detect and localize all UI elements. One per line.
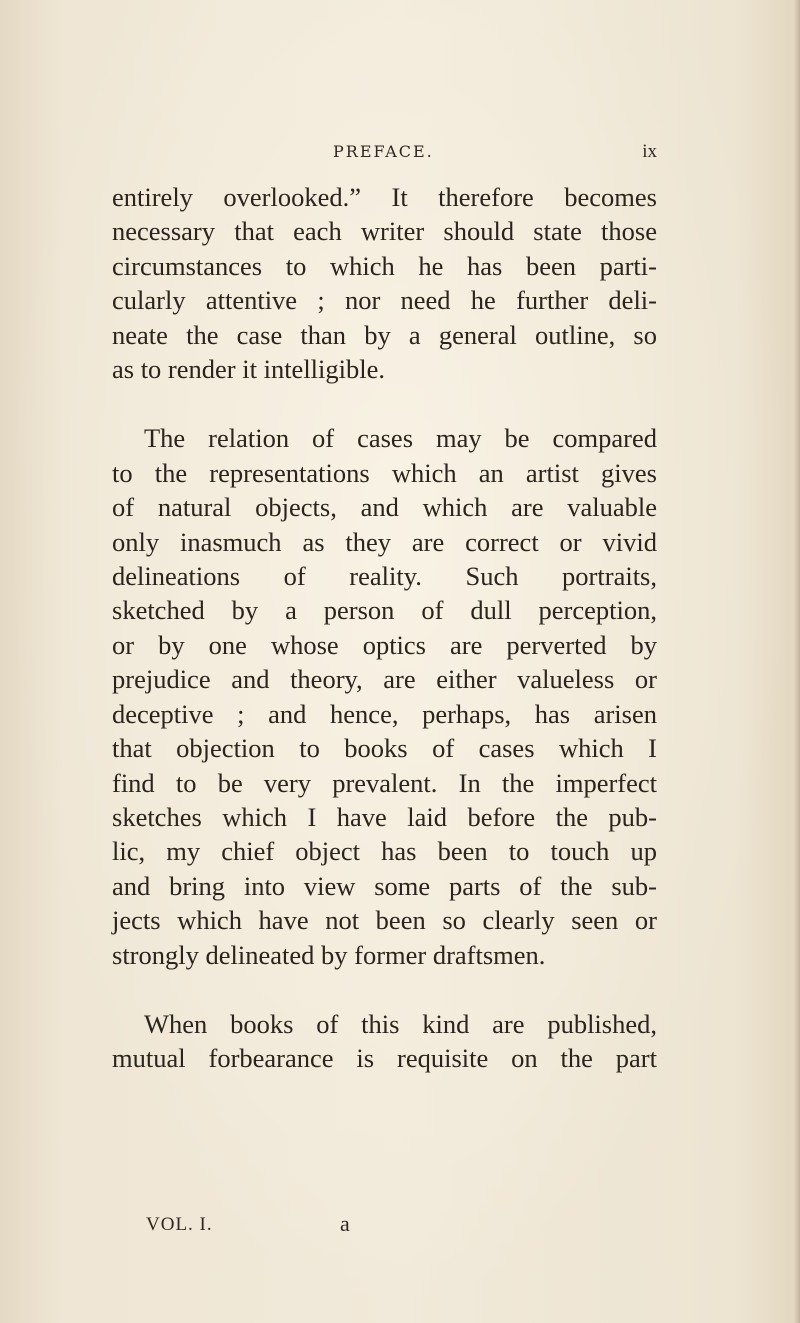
page-footer — [146, 1211, 546, 1244]
text-line: as to render it intelligible. — [112, 354, 386, 385]
paragraph-1 — [112, 180, 657, 386]
text-line: strongly delineated by former draftsmen. — [112, 939, 546, 970]
text-line: deceptive ; and hence, perhaps, has arisen — [112, 698, 657, 729]
text-line: only inasmuch as they are correct or vivid — [112, 526, 657, 557]
text-line: prejudice and theory, are either valueless or — [112, 664, 657, 695]
text-line: The relation of cases may be compared — [144, 423, 657, 454]
paragraph-2 — [112, 421, 657, 972]
text-line: sketched by a person of dull perception, — [112, 595, 657, 626]
running-head: PREFACE. — [333, 142, 434, 161]
text-line: and bring into view some parts of the sub- — [112, 870, 657, 901]
text-line: that objection to books of cases which I — [112, 733, 657, 764]
text-line: delineations of reality. Such portraits, — [112, 561, 657, 592]
paragraph-3 — [112, 1007, 657, 1076]
text-line: cularly attentive ; nor need he further deli- — [112, 285, 657, 316]
text-line: find to be very prevalent. In the imperfect — [112, 767, 657, 798]
body-text — [112, 180, 657, 1076]
volume-signature: VOL. I. — [146, 1214, 213, 1235]
signature-mark: a — [340, 1211, 350, 1236]
page-edge-shadow — [794, 0, 800, 1323]
text-line: neate the case than by a general outline, so — [112, 319, 657, 350]
text-line: sketches which I have laid before the pub- — [112, 801, 657, 832]
text-line: lic, my chief object has been to touch up — [112, 836, 657, 867]
text-line: to the representations which an artist gives — [112, 457, 657, 488]
paragraph-gap — [112, 386, 657, 421]
text-line: of natural objects, and which are valuable — [112, 492, 657, 523]
text-line: entirely overlooked.” It therefore becomes — [112, 182, 657, 212]
page-number: ix — [642, 141, 657, 162]
text-line: necessary that each writer should state those — [112, 216, 657, 247]
text-line: or by one whose optics are perverted by — [112, 629, 657, 660]
page-header — [110, 142, 657, 172]
text-line: When books of this kind are published, — [144, 1008, 657, 1039]
text-line: jects which have not been so clearly seen or — [112, 905, 657, 936]
text-line: circumstances to which he has been parti- — [112, 250, 657, 281]
paragraph-gap — [112, 972, 657, 1007]
text-line: mutual forbearance is requisite on the part — [112, 1043, 657, 1074]
